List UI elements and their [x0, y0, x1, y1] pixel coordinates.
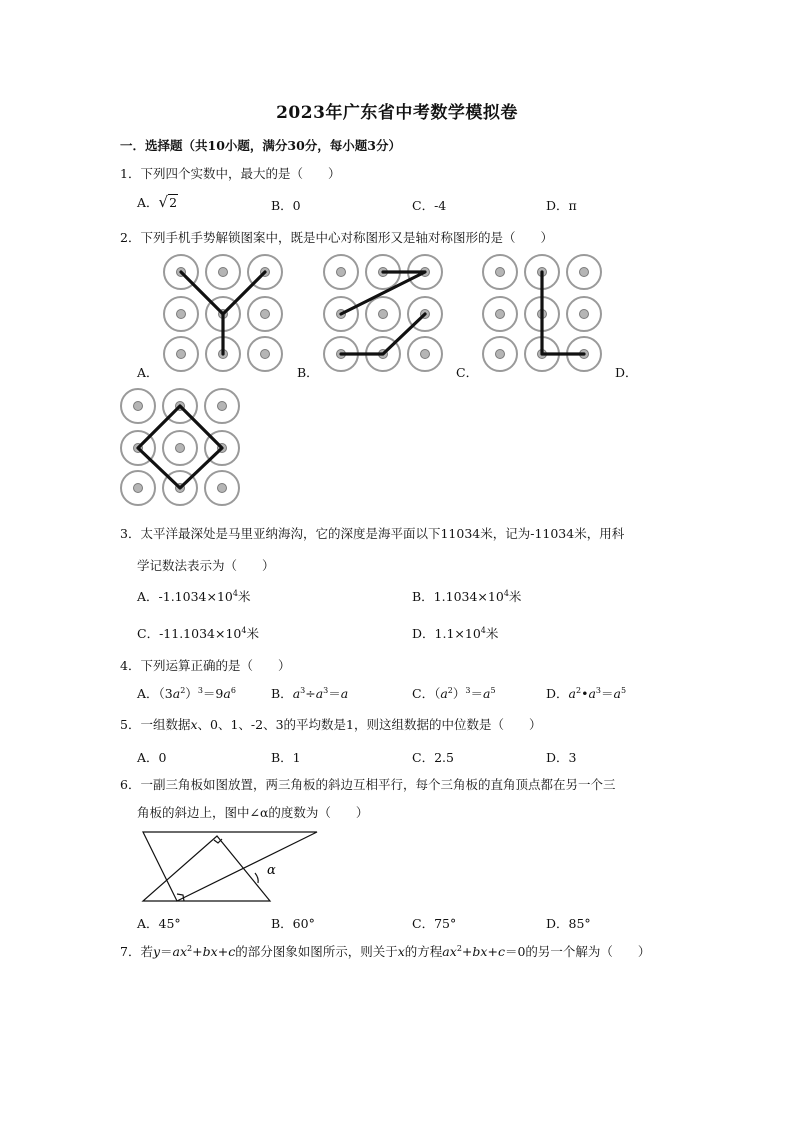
q6-stem-line1: 6．一副三角板如图放置，两三角板的斜边互相平行，每个三角板的直角顶点都在另一个三 [120, 777, 616, 792]
q1-a-radicand: 2 [169, 195, 178, 210]
q1-option-d: D．π [546, 198, 577, 213]
q1-option-b: B．0 [271, 198, 301, 213]
q5-option-b: B．1 [271, 750, 301, 765]
unlock-node-dot [496, 268, 505, 277]
q5-stem: 5．一组数据x、0、1、-2、3的平均数是1，则这组数据的中位数是（ ） [120, 717, 542, 732]
unlock-node-dot [177, 350, 186, 359]
q2-option-a: A． [137, 365, 159, 380]
q5-option-d: D．3 [546, 750, 577, 765]
unlock-node-dot [218, 402, 227, 411]
unlock-node-dot [218, 484, 227, 493]
unlock-node-dot [580, 310, 589, 319]
sqrt-icon: √ [158, 193, 169, 211]
page-title: 2023年广东省中考数学模拟卷 [276, 103, 518, 123]
triangle-lower [143, 836, 270, 901]
q4-stem: 4．下列运算正确的是（ ） [120, 658, 291, 673]
q3-stem-line2: 学记数法表示为（ ） [137, 558, 275, 573]
q7-stem: 7．若$y=ax^2+bx+c$的部分图象如图所示，则关于x的方程$ax^2+bx+c=0$的另一个解为（ ） [120, 944, 651, 959]
q4-option-a: A．$(3a^2)^3=9a^6$ [137, 686, 236, 701]
unlock-pattern-b [320, 253, 450, 381]
unlock-node-dot [580, 268, 589, 277]
q6-stem-line2: 角板的斜边上，图中∠α的度数为（ ） [137, 805, 369, 820]
q3-option-a: A．$-1.1034\times 10^4$米 [137, 589, 251, 604]
set-square-figure [137, 828, 327, 906]
q2-option-c: C． [456, 365, 479, 380]
unlock-node-dot [337, 268, 346, 277]
q2-option-d: D． [615, 365, 638, 380]
q4-option-c: C．$(a^2)^3=a^5$ [412, 686, 496, 701]
unlock-node-dot [421, 350, 430, 359]
unlock-node-dot [261, 350, 270, 359]
unlock-node-dot [134, 402, 143, 411]
q3-option-d: D．$1.1\times 10^4$米 [412, 626, 499, 641]
unlock-node-dot [496, 350, 505, 359]
q2-option-b: B． [297, 365, 319, 380]
q1-stem: 1．下列四个实数中，最大的是（ ） [120, 166, 341, 181]
q6-option-c: C．75° [412, 916, 457, 931]
section-heading: 一．选择题（共10小题，满分30分，每小题3分） [120, 138, 401, 153]
q4-option-b: B．$a^3\div a^3=a$ [271, 686, 349, 701]
angle-alpha-label: α [267, 863, 276, 878]
unlock-pattern-a [160, 253, 290, 381]
unlock-pattern-d [117, 387, 247, 515]
q1-a-label: A． [137, 195, 159, 210]
q6-option-a: A．45° [137, 916, 181, 931]
unlock-node-dot [177, 310, 186, 319]
unlock-node-dot [219, 268, 228, 277]
q3-stem-line1: 3．太平洋最深处是马里亚纳海沟，它的深度是海平面以下11034米，记为-11034米，用科 [120, 526, 625, 541]
right-angle-mark-top [214, 839, 222, 843]
unlock-node-dot [261, 310, 270, 319]
unlock-pattern-c [479, 253, 609, 381]
triangle-upper [143, 832, 317, 901]
angle-alpha-arc [255, 873, 258, 883]
q3-option-c: C．$-11.1034\times 10^4$米 [137, 626, 259, 641]
q1-option-a [137, 193, 178, 211]
unlock-node-dot [496, 310, 505, 319]
q4-option-d: D．$a^2•a^3=a^5$ [546, 686, 627, 701]
q5-option-c: C．2.5 [412, 750, 454, 765]
unlock-node-dot [176, 444, 185, 453]
q2-stem: 2．下列手机手势解锁图案中，既是中心对称图形又是轴对称图形的是（ ） [120, 230, 553, 245]
unlock-node-dot [134, 484, 143, 493]
q5-option-a: A．0 [137, 750, 167, 765]
q6-option-b: B．60° [271, 916, 315, 931]
q6-option-d: D．85° [546, 916, 591, 931]
q1-option-c: C．-4 [412, 198, 447, 213]
q3-option-b: B．$1.1034\times 10^4$米 [412, 589, 522, 604]
unlock-node-dot [379, 310, 388, 319]
